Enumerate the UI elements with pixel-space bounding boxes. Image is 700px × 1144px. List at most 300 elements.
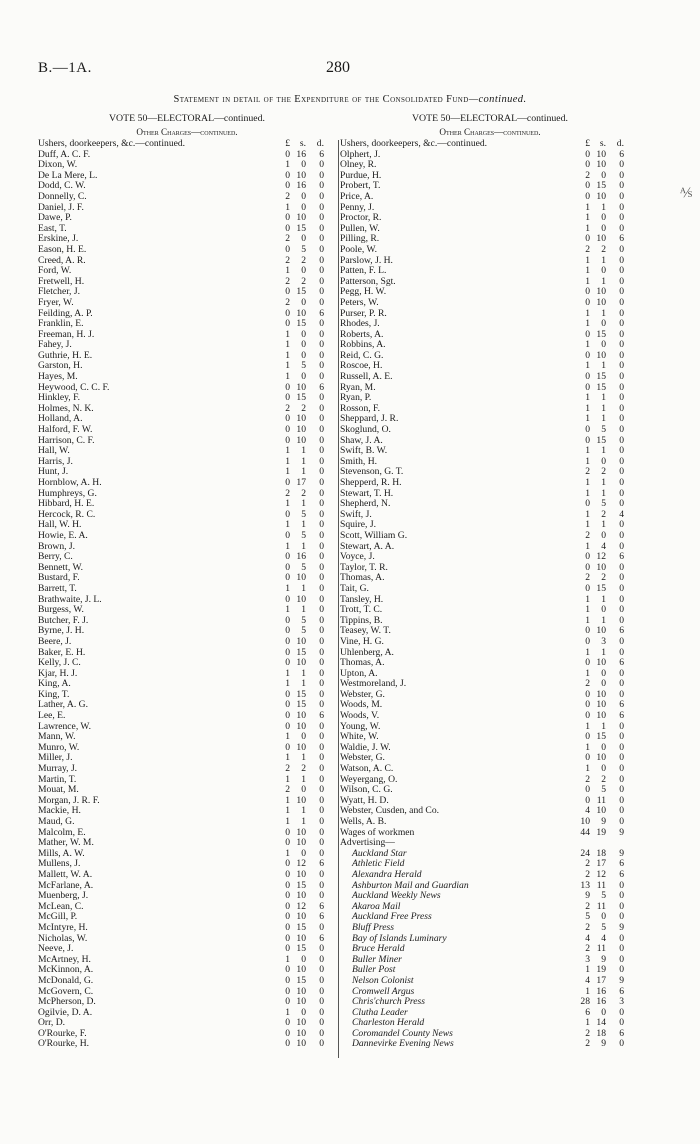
pounds-value: 1 xyxy=(585,604,590,616)
ledger-row xyxy=(38,203,336,214)
pounds-value: 2 xyxy=(585,1027,590,1039)
ledger-row xyxy=(38,531,336,542)
shillings-value: 10 xyxy=(296,572,306,584)
pence-value: 0 xyxy=(619,286,624,298)
entry-name: Parslow, J. H. xyxy=(340,255,393,266)
ledger-row xyxy=(340,679,640,690)
ledger-row xyxy=(38,648,336,659)
entry-name: Pilling, R. xyxy=(340,234,380,245)
entry-name: Buller Miner xyxy=(352,954,402,965)
pence-value: 6 xyxy=(319,858,324,870)
pence-value: 0 xyxy=(319,635,324,647)
shillings-value: 1 xyxy=(301,498,306,510)
pounds-value: 1 xyxy=(585,318,590,330)
ledger-row xyxy=(340,478,640,489)
entry-name: Ford, W. xyxy=(38,266,72,277)
entry-name: McLean, C. xyxy=(38,901,84,912)
shillings-value: 10 xyxy=(296,996,306,1008)
shillings-value: 0 xyxy=(301,190,306,202)
pence-value: 0 xyxy=(619,529,624,541)
pounds-value: 0 xyxy=(585,190,590,202)
ledger-row xyxy=(38,414,336,425)
shillings-value: 1 xyxy=(601,519,606,531)
pounds-value: 1 xyxy=(585,360,590,372)
pence-value: 0 xyxy=(319,943,324,955)
pence-value: 0 xyxy=(319,296,324,308)
shillings-value: 15 xyxy=(596,381,606,393)
pounds-value: 0 xyxy=(585,635,590,647)
entry-name: Charleston Herald xyxy=(352,1018,425,1029)
entry-name: Creed, A. R. xyxy=(38,255,86,266)
entry-name: Lawrence, W. xyxy=(38,721,92,732)
shillings-value: 5 xyxy=(301,360,306,372)
pence-value: 0 xyxy=(319,360,324,372)
pence-value: 6 xyxy=(619,1027,624,1039)
entry-name: Fryer, W. xyxy=(38,297,74,308)
entry-name: Vine, H. G. xyxy=(340,636,384,647)
shillings-value: 1 xyxy=(301,466,306,478)
pounds-value: 0 xyxy=(285,985,290,997)
shillings-value: 1 xyxy=(301,455,306,467)
pounds-value: 0 xyxy=(285,826,290,838)
pounds-value: 10 xyxy=(580,816,590,827)
shillings-value: 0 xyxy=(601,667,606,679)
shillings-value: 10 xyxy=(296,794,306,806)
ledger-row xyxy=(38,934,336,945)
pence-value: 0 xyxy=(619,604,624,616)
entry-name: Swift, J. xyxy=(340,509,372,520)
pounds-value: 0 xyxy=(585,551,590,563)
ledger-row xyxy=(340,372,640,383)
entry-name: Murray, J. xyxy=(38,764,78,775)
entry-name: Butcher, F. J. xyxy=(38,615,89,626)
shillings-value: 15 xyxy=(596,582,606,594)
pence-value: 0 xyxy=(319,508,324,520)
shillings-value: 1 xyxy=(301,519,306,531)
pence-value: 0 xyxy=(319,519,324,531)
entry-name: Tansley, H. xyxy=(340,594,384,605)
pounds-value: 2 xyxy=(585,466,590,478)
entry-name: Shepperd, R. H. xyxy=(340,478,402,488)
entry-name: McFarlane, A. xyxy=(38,880,94,891)
ledger-row xyxy=(38,870,336,881)
shillings-value: 10 xyxy=(596,159,606,171)
entry-name: Miller, J. xyxy=(38,753,73,764)
entry-name: Stewart, A. A. xyxy=(340,541,395,552)
shillings-value: 15 xyxy=(296,286,306,298)
shillings-value: 10 xyxy=(296,837,306,849)
ledger-row xyxy=(340,245,640,256)
shillings-value: 1 xyxy=(601,307,606,319)
shillings-value: 10 xyxy=(296,212,306,224)
entry-name: Young, W. xyxy=(340,721,381,732)
pounds-value: 1 xyxy=(285,498,290,510)
entry-name: Feilding, A. P. xyxy=(38,308,93,319)
shillings-value: 0 xyxy=(601,169,606,181)
pence-value: 0 xyxy=(319,233,324,245)
pence-value: 0 xyxy=(319,847,324,859)
pence-value: 0 xyxy=(319,180,324,192)
shillings-value: 10 xyxy=(296,826,306,838)
shillings-value: 10 xyxy=(296,307,306,319)
pounds-value: 0 xyxy=(285,868,290,880)
ledger-row xyxy=(340,1018,640,1029)
pounds-value: 0 xyxy=(585,328,590,340)
shillings-value: 0 xyxy=(601,604,606,616)
entry-name: Patten, F. L. xyxy=(340,266,387,277)
entry-name: Robbins, A. xyxy=(340,340,386,351)
shillings-value: 9 xyxy=(601,1038,606,1050)
ledger-row xyxy=(340,944,640,955)
entry-name: McPherson, D. xyxy=(38,997,96,1008)
pounds-value: 1 xyxy=(285,445,290,457)
ledger-row xyxy=(340,160,640,171)
ledger-row xyxy=(38,732,336,743)
pounds-value: 0 xyxy=(285,508,290,520)
pounds-value: 0 xyxy=(585,371,590,383)
ledger-row xyxy=(38,478,336,489)
entry-name: Fretwell, H. xyxy=(38,276,85,287)
ledger-row xyxy=(340,1008,640,1019)
ledger-row xyxy=(340,552,640,563)
statement-title: Statement in detail of the Expenditure of the Consolidated Fund—continued. xyxy=(173,94,527,105)
shillings-value: 10 xyxy=(296,985,306,997)
ledger-row xyxy=(340,859,640,870)
pence-value: 0 xyxy=(319,445,324,457)
shillings-value: 0 xyxy=(601,339,606,351)
pounds-value: 2 xyxy=(585,868,590,880)
shillings-value: 1 xyxy=(301,752,306,764)
entry-name: East, T. xyxy=(38,223,67,234)
ledger-row xyxy=(38,256,336,267)
shillings-value: 1 xyxy=(601,201,606,213)
entry-name: Auckland Star xyxy=(352,848,407,859)
shillings-value: 18 xyxy=(596,1027,606,1039)
ledger-row xyxy=(340,351,640,362)
entry-name: Shaw, J. A. xyxy=(340,435,383,446)
shillings-value: 1 xyxy=(301,540,306,552)
shillings-value: 17 xyxy=(296,477,306,488)
ledger-row xyxy=(38,224,336,235)
pence-value: 0 xyxy=(319,868,324,880)
shillings-value: 10 xyxy=(596,233,606,245)
pence-value: 0 xyxy=(619,932,624,944)
pounds-value: 5 xyxy=(585,911,590,923)
shillings-value: 1 xyxy=(301,773,306,785)
pounds-value: 1 xyxy=(285,540,290,552)
pence-value: 0 xyxy=(619,445,624,457)
pounds-value: 1 xyxy=(585,477,590,488)
pence-value: 9 xyxy=(619,847,624,859)
shillings-value: 10 xyxy=(296,169,306,181)
entry-name: McGill, P. xyxy=(38,912,78,923)
ledger-row xyxy=(340,319,640,330)
entry-name: Alexandra Herald xyxy=(352,869,422,880)
ledger-row xyxy=(340,732,640,743)
pence-value: 0 xyxy=(619,593,624,605)
ledger-row xyxy=(38,192,336,203)
ledger-row xyxy=(340,616,640,627)
shillings-value: 15 xyxy=(296,222,306,234)
pence-value: 0 xyxy=(319,1027,324,1039)
shillings-value: 10 xyxy=(296,593,306,605)
entry-name: Rosson, F. xyxy=(340,403,381,414)
pence-value: 0 xyxy=(319,985,324,997)
pounds-value: 0 xyxy=(285,996,290,1008)
entry-name: Dannevirke Evening News xyxy=(352,1039,454,1050)
entry-name: Teasey, W. T. xyxy=(340,626,391,637)
entry-name: Dixon, W. xyxy=(38,160,78,171)
pence-value: 0 xyxy=(319,667,324,679)
pounds-value: 1 xyxy=(585,413,590,425)
entry-name: Ashburton Mail and Guardian xyxy=(352,880,469,891)
ledger-row xyxy=(38,806,336,817)
shillings-value: 4 xyxy=(601,932,606,944)
entry-name: Fahey, J. xyxy=(38,340,72,351)
shillings-value: 1 xyxy=(301,667,306,679)
entry-name: Byrne, J. H. xyxy=(38,626,85,637)
pence-value: 0 xyxy=(619,487,624,499)
ledger-row xyxy=(38,542,336,553)
pounds-value: 1 xyxy=(585,339,590,351)
shillings-value: 5 xyxy=(301,529,306,541)
ledger-row xyxy=(38,1039,336,1050)
rows xyxy=(38,150,336,1050)
shillings-value: 10 xyxy=(296,964,306,976)
ledger-row xyxy=(340,997,640,1008)
ledger-row xyxy=(340,298,640,309)
pounds-value: 1 xyxy=(285,360,290,372)
shillings-value: 10 xyxy=(596,148,606,160)
ledger-row xyxy=(340,1039,640,1050)
shillings-value: 0 xyxy=(301,1006,306,1018)
entry-name: Stevenson, G. T. xyxy=(340,467,404,478)
entry-name: Wyatt, H. D. xyxy=(340,795,389,806)
entry-name: Mather, W. M. xyxy=(38,838,94,849)
pence-value: 0 xyxy=(319,731,324,743)
shillings-value: 2 xyxy=(301,487,306,499)
pence-value: 0 xyxy=(319,784,324,796)
entry-name: Holland, A. xyxy=(38,414,83,425)
pence-value: 9 xyxy=(619,974,624,986)
pounds-value: 2 xyxy=(285,275,290,287)
ledger-row xyxy=(340,626,640,637)
entry-name: Hinkley, F. xyxy=(38,393,81,404)
pounds-value: 2 xyxy=(585,169,590,181)
pounds-value: 1 xyxy=(585,646,590,658)
pence-value: 0 xyxy=(619,572,624,584)
pounds-value: 1 xyxy=(585,487,590,499)
ledger-row xyxy=(340,584,640,595)
pence-value: 6 xyxy=(619,625,624,637)
entry-name: McArtney, H. xyxy=(38,954,91,965)
ledger-row xyxy=(340,658,640,669)
pence-value: 0 xyxy=(319,921,324,933)
ledger-row xyxy=(340,499,640,510)
pence-value: 0 xyxy=(319,720,324,732)
shillings-value: 0 xyxy=(601,1006,606,1018)
pounds-value: 0 xyxy=(285,1038,290,1050)
ledger-row xyxy=(38,690,336,701)
pounds-value: 1 xyxy=(585,392,590,404)
pounds-value: 2 xyxy=(285,254,290,266)
pounds-value: 0 xyxy=(285,572,290,584)
pence-value: 0 xyxy=(319,212,324,224)
pence-value: 0 xyxy=(619,180,624,192)
pounds-value: 0 xyxy=(585,498,590,510)
pence-value: 0 xyxy=(319,582,324,594)
pence-value: 0 xyxy=(619,392,624,404)
ledger-row xyxy=(340,1029,640,1040)
pence-value: 0 xyxy=(619,381,624,393)
entry-name: Mann, W. xyxy=(38,732,76,743)
entry-name: White, W. xyxy=(340,732,379,743)
ledger-row xyxy=(340,669,640,680)
pounds-value: 0 xyxy=(285,529,290,541)
pounds-value: 24 xyxy=(580,847,590,859)
pounds-value: 2 xyxy=(585,678,590,690)
shillings-value: 1 xyxy=(601,413,606,425)
shillings-value: 0 xyxy=(601,911,606,923)
pounds-value: 2 xyxy=(285,402,290,414)
ledger-row xyxy=(38,150,336,161)
pence-value: 0 xyxy=(619,784,624,796)
ledger-row xyxy=(340,870,640,881)
shillings-value: 15 xyxy=(296,921,306,933)
entry-name: Thomas, A. xyxy=(340,658,385,669)
pence-value: 0 xyxy=(619,763,624,775)
pence-value: 6 xyxy=(319,307,324,319)
ledger-row xyxy=(340,330,640,341)
pence-value: 0 xyxy=(319,974,324,986)
pounds-value: 2 xyxy=(585,858,590,870)
pence-value: 0 xyxy=(319,1006,324,1018)
entry-name: Martin, T. xyxy=(38,774,77,785)
pounds-value: 0 xyxy=(585,710,590,722)
ledger-row xyxy=(340,277,640,288)
ledger-row xyxy=(340,234,640,245)
pence-value: 0 xyxy=(319,371,324,383)
entry-name: Eason, H. E. xyxy=(38,244,87,255)
ledger-row xyxy=(340,902,640,913)
entry-name: Hayes, M. xyxy=(38,372,78,383)
pence-value: 0 xyxy=(619,519,624,531)
shillings-value: 2 xyxy=(301,275,306,287)
pence-value: 6 xyxy=(619,551,624,563)
pence-value: 0 xyxy=(619,413,624,425)
shillings-value: 1 xyxy=(601,720,606,732)
entry-name: Woods, M. xyxy=(340,700,383,711)
ledger-row xyxy=(38,171,336,182)
ledger-row xyxy=(340,881,640,892)
pounds-value: 0 xyxy=(285,879,290,891)
pounds-value: 1 xyxy=(585,402,590,414)
ledger-row xyxy=(38,181,336,192)
pounds-value: 2 xyxy=(285,296,290,308)
pounds-value: 0 xyxy=(585,582,590,594)
shillings-value: 0 xyxy=(601,212,606,224)
entry-name: Weyergang, O. xyxy=(340,774,398,785)
pounds-value: 0 xyxy=(285,699,290,711)
shillings-value: 0 xyxy=(601,265,606,277)
ledger-row xyxy=(340,224,640,235)
pence-value: 0 xyxy=(619,243,624,255)
entry-name: Nicholas, W. xyxy=(38,933,88,944)
entry-name: Brown, J. xyxy=(38,541,76,552)
ledger-row xyxy=(340,700,640,711)
entry-name: Uhlenberg, A. xyxy=(340,647,394,658)
ledger-row xyxy=(340,404,640,415)
entry-name: Kelly, J. C. xyxy=(38,658,81,669)
ledger-row xyxy=(340,828,640,839)
column-header xyxy=(340,139,640,150)
ledger-row xyxy=(340,489,640,500)
pounds-value: 2 xyxy=(585,1038,590,1050)
entry-name: Nelson Colonist xyxy=(352,975,414,986)
entry-name: Ryan, M. xyxy=(340,382,376,393)
shillings-value: 15 xyxy=(296,879,306,891)
ledger-row xyxy=(340,722,640,733)
shillings-value: 1 xyxy=(601,593,606,605)
ledger-row xyxy=(340,711,640,722)
entry-name: Shepherd, N. xyxy=(340,499,391,510)
pence-value: 0 xyxy=(319,763,324,775)
pounds-value: 2 xyxy=(285,784,290,796)
entry-name: Kjar, H. J. xyxy=(38,668,78,679)
pounds-value: 2 xyxy=(585,572,590,584)
pounds-value: 1 xyxy=(585,741,590,753)
pounds-value: 0 xyxy=(285,858,290,870)
pounds-value: 0 xyxy=(285,932,290,944)
entry-name: Woods, V. xyxy=(340,711,380,722)
ledger-row xyxy=(340,542,640,553)
pence-value: 0 xyxy=(319,498,324,510)
shillings-value: 5 xyxy=(301,508,306,520)
entry-name: Olney, R. xyxy=(340,160,377,171)
pence-value: 0 xyxy=(319,699,324,711)
pounds-value: 1 xyxy=(585,964,590,976)
shillings-value: 10 xyxy=(596,625,606,637)
entry-name: Wells, A. B. xyxy=(340,817,387,827)
pence-value: 0 xyxy=(619,222,624,234)
entry-name: Coromandel County News xyxy=(352,1028,453,1039)
ledger-row xyxy=(340,436,640,447)
pounds-value: 0 xyxy=(585,148,590,160)
pence-value: 0 xyxy=(619,1017,624,1029)
pence-value: 6 xyxy=(619,868,624,880)
pence-value: 0 xyxy=(619,159,624,171)
pounds-value: 0 xyxy=(285,964,290,976)
pence-value: 0 xyxy=(619,953,624,965)
entry-name: Taylor, T. R. xyxy=(340,562,388,573)
pounds-value: 4 xyxy=(585,974,590,986)
shillings-value: 1 xyxy=(601,487,606,499)
pounds-value: 1 xyxy=(285,582,290,594)
entry-name: Baker, E. H. xyxy=(38,647,86,658)
pence-value: 6 xyxy=(319,911,324,923)
pence-value: 6 xyxy=(319,710,324,722)
ledger-row xyxy=(340,987,640,998)
pence-value: 0 xyxy=(319,996,324,1008)
pence-value: 0 xyxy=(319,222,324,234)
pounds-value: 0 xyxy=(285,477,290,488)
shillings-value: 15 xyxy=(596,371,606,383)
pence-value: 0 xyxy=(619,498,624,510)
shillings-value: 1 xyxy=(601,614,606,626)
pence-value: 0 xyxy=(619,540,624,552)
shillings-value: 1 xyxy=(601,392,606,404)
shillings-value: 5 xyxy=(301,625,306,637)
